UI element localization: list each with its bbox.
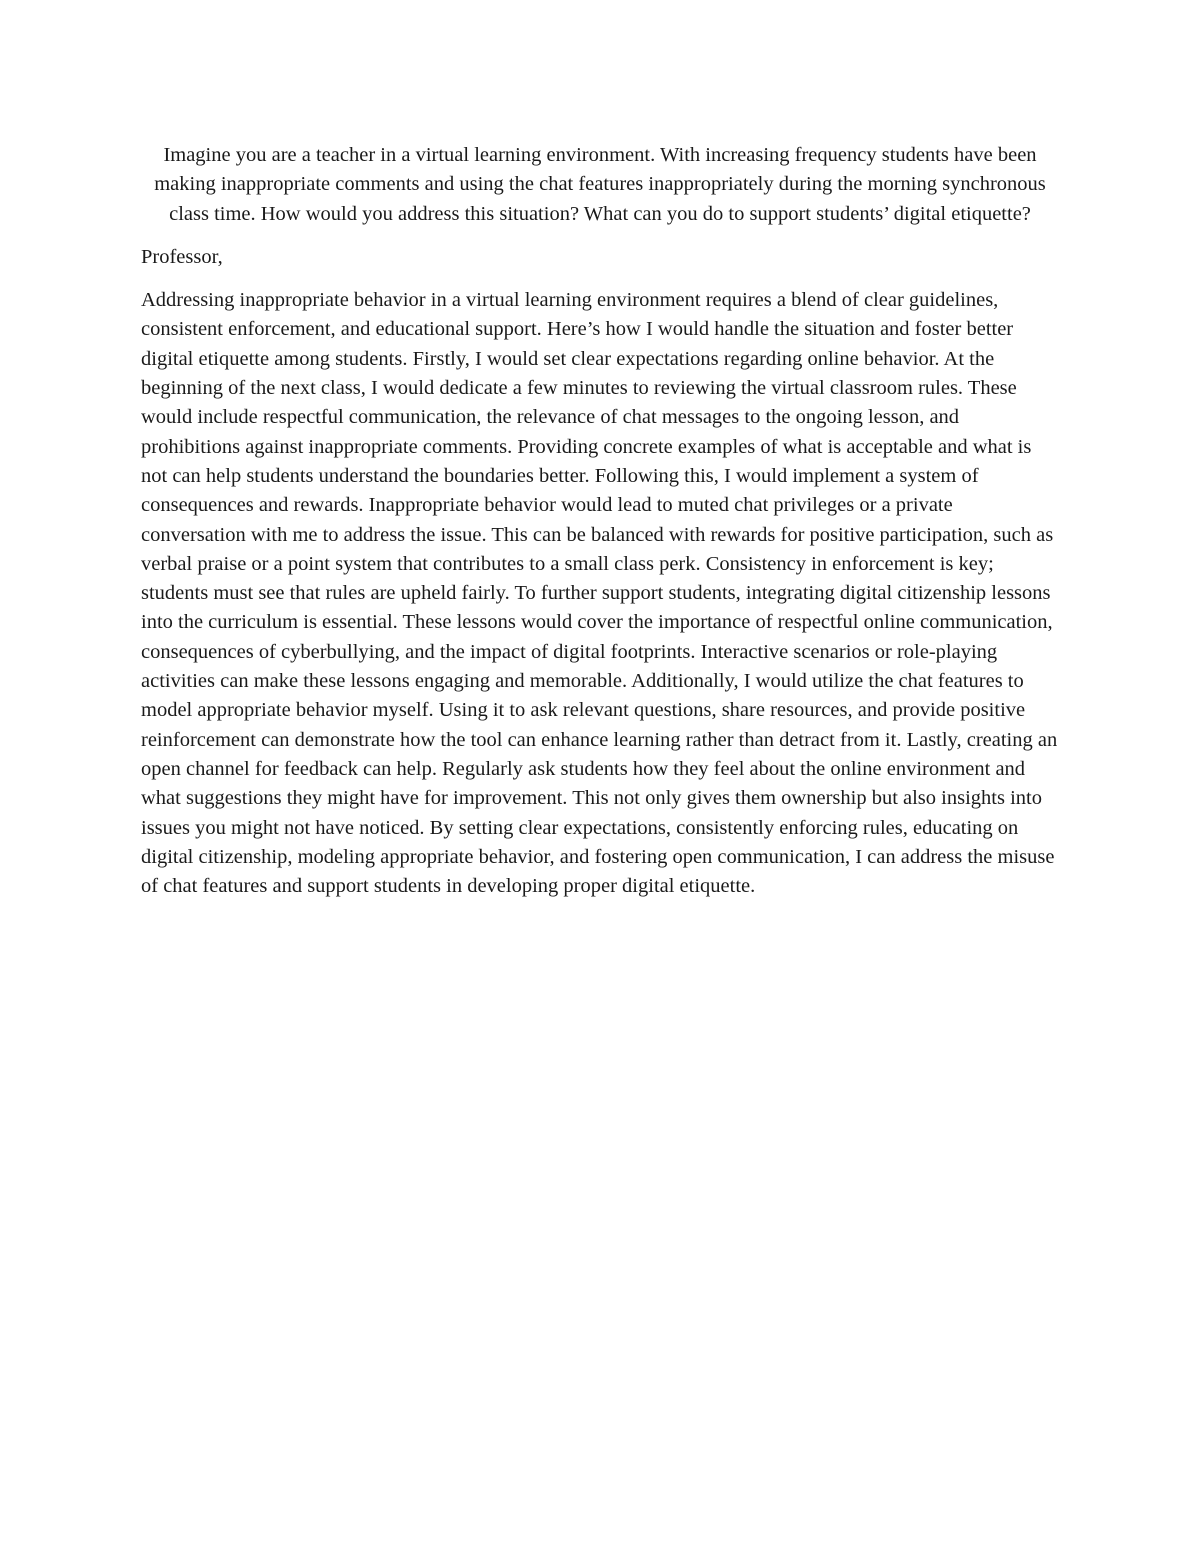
response-paragraph: Addressing inappropriate behavior in a virtual learning environment requires a blend of clear guidelines, consistent enforcement, and educational support. Here’s how I would handle the situation and foster better digital etiquette among students. Firstly, I would set clear expectations regarding online behavior. At the beginning of the next class, I would dedicate a few minutes to reviewing the virtual classroom rules. These would include respectful communication, the relevance of chat messages to the ongoing lesson, and prohibitions against inappropriate comments. Providing concrete examples of what is acceptable and what is not can help students understand the boundaries better. Following this, I would implement a system of consequences and rewards. Inappropriate behavior would lead to muted chat privileges or a private conversation with me to address the issue. This can be balanced with rewards for positive participation, such as verbal praise or a point system that contributes to a small class perk. Consistency in enforcement is key; students must see that rules are upheld fairly. To further support students, integrating digital citizenship lessons into the curriculum is essential. These lessons would cover the importance of respectful online communication, consequences of cyberbullying, and the impact of digital footprints. Interactive scenarios or role-playing activities can make these lessons engaging and memorable. Additionally, I would utilize the chat features to model appropriate behavior myself. Using it to ask relevant questions, share resources, and provide positive reinforcement can demonstrate how the tool can enhance learning rather than detract from it. Lastly, creating an open channel for feedback can help. Regularly ask students how they feel about the online environment and what suggestions they might have for improvement. This not only gives them ownership but also insights into issues you might not have noticed. By setting clear expectations, consistently enforcing rules, educating on digital citizenship, modeling appropriate behavior, and fostering open communication, I can address the misuse of chat features and support students in developing proper digital etiquette. xyxy=(141,289,1058,898)
salutation: Professor, xyxy=(141,245,223,268)
assignment-prompt: Imagine you are a teacher in a virtual learning environment. With increasing frequency students have been making inappropriate comments and using the chat features inappropriately during the morning synchronous class time. How would you address this situation? What can you do to support students’ digital etiquette? xyxy=(154,144,1046,225)
document-content xyxy=(141,141,1059,901)
